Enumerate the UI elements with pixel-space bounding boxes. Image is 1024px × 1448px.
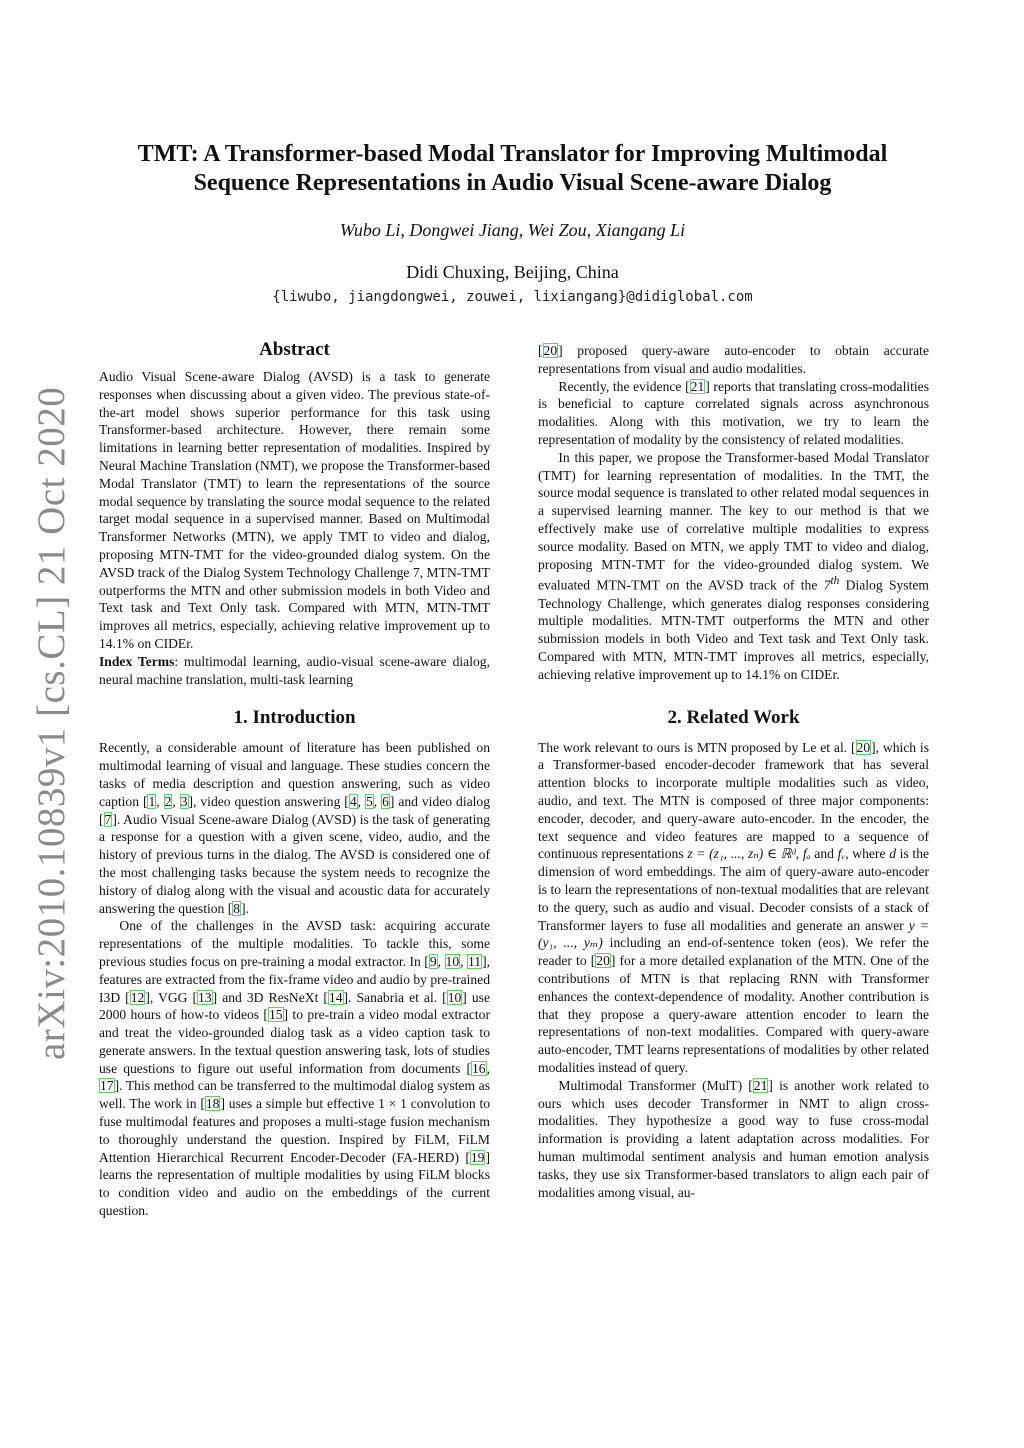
- abstract-body: Audio Visual Scene-aware Dialog (AVSD) is a task to generate responses when discussing about a given video. The previous state-of-the-art model shows superior performance for this task using Transformer-based architecture. However, there remain some limitations in learning better representation of modalities. Inspired by Neural Machine Translation (NMT), we propose the Transformer-based Modal Translator (TMT) to learn the representations of the source modal sequence by translating the source modal sequence to the related target modal sequence in a supervised manner. Based on Multimodal Transformer Networks (MTN), we apply TMT to video and dialog, proposing MTN-TMT for the video-grounded dialog system. On the AVSD track of the Dialog System Technology Challenge 7, MTN-TMT outperforms the MTN and other submission models in both Video and Text task and Text Only task. Compared with MTN, MTN-TMT improves all metrics, especially, achieving relative improvement up to: [99, 369, 490, 634]
- citation-link[interactable]: 7: [104, 811, 112, 827]
- citation-link[interactable]: 5: [365, 793, 373, 809]
- citation-link[interactable]: 12: [130, 989, 145, 1005]
- intro-paragraph-2: One of the challenges in the AVSD task: acquiring accurate representations of the multiple modalities. To tackle this, some previous studies focus on pre-training a modal extractor. In [9, 10, 11], features are extracted from the fix-frame video and audio by pre-trained I3D [12], VGG [13] and 3D ResNeXt [14]. Sanabria et al. [10] use 2000 hours of how-to videos [15] to pre-train a video modal extractor and treat the video-grounded dialog task as a video caption task to generate answers. In the textual question answering task, lots of studies use questions to figure out useful information from documents [16, 17]. This method can be transferred to the multimodal dialog system as well. The work in [18] uses a simple but effective 1 × 1 convolution to fuse multimodal features and proposes a multi-stage fusion mechanism to thoroughly understand the question. Inspired by FiLM, FiLM Attention Hierarchical Recurrent Encoder-Decoder (FA-HERD) [19] learns the representation of multiple modalities by using FiLM blocks to condition video and audio on the embeddings of the current question.: [99, 918, 491, 1219]
- text-run: ] and 3D ResNeXt [: [212, 989, 328, 1005]
- text-run: ], features are extracted from the fix-frame video and audio by pre-trained I3D [: [99, 953, 491, 1005]
- citation-link[interactable]: 13: [198, 989, 212, 1005]
- author-list: Wubo Li, Dongwei Jiang, Wei Zou, Xiangang Li: [339, 220, 686, 240]
- math-inline: fₐ: [802, 846, 811, 862]
- citation-link[interactable]: 6: [382, 793, 389, 809]
- text-run: Multimodal Transformer (MulT) [: [558, 1077, 753, 1093]
- text-run: ], which is a Transformer-based encoder-decoder framework that has several attention blocks to incorporate multiple modalities such as video, audio, and text. The MTN is composed of three major components: encoder, decoder, and query-aware auto-encoder. In the encoder, the text sequence and video features are mapped to a sequence of continuous representations: [538, 739, 930, 862]
- text-run: is the dimension of word embeddings. The aim of query-aware auto-encoder is to learn the representations of non-textual modalities that are relevant to the query, such as audio and visual. Decoder consists of a stack of Transformer layers to fuse all modalities and generate an answer: [538, 846, 930, 933]
- text-run: Dialog System Technology Challenge, which generates dialog responses considering multiple modalities. MTN-TMT outperforms the MTN and other submission models in both Video and Text task and Text Only task. Compared with MTN, MTN-TMT improves all metrics, especially, achieving relative improvement up to: [538, 577, 929, 682]
- math-inline: 1 × 1: [378, 1096, 407, 1112]
- text-run: ] reports that translating cross-modalities is beneficial to capture correlated signals across asynchronous modalities. Along with this motivation, we try to learn the representation of modality by the consistency of related modalities.: [538, 378, 930, 447]
- text-run: ] and video dialog [: [99, 793, 490, 827]
- citation-link[interactable]: 8: [233, 900, 241, 916]
- text-run: ]. Audio Visual Scene-aware Dialog (AVSD) is the task of generating a response for a question with a given scene, video, audio, and the history of previous turns in the dialog. The AVSD is considered one of the most challenging tasks because the system needs to recognize the history of dialog along with the visual and acoustic data for accurately answering the question [: [99, 811, 490, 916]
- citation-link[interactable]: 2: [164, 793, 172, 809]
- text-run: Recently, the evidence [: [558, 378, 690, 394]
- math-inline: 14.1%: [745, 666, 781, 682]
- text-run: ] uses a simple but effective: [220, 1096, 375, 1112]
- text-run: convolution to fuse multimodal features and proposes a multi-stage fusion mechanism to thoroughly understand the question. Inspired by FiLM, FiLM Attention Hierarchical Recurrent Encoder-Decoder (FA-HERD) [: [99, 1096, 491, 1165]
- citation-link[interactable]: 11: [467, 953, 482, 969]
- text-run: ] use 2000 hours of how-to videos [: [99, 989, 490, 1023]
- citation-link[interactable]: 14: [328, 989, 343, 1005]
- math-inline: z = (z₁, ..., zₙ) ∈ ℝᵈ: [687, 846, 796, 862]
- citation-link[interactable]: 17: [100, 1078, 114, 1094]
- math-inline: y = (y₁, ..., yₘ): [538, 917, 929, 951]
- arxiv-identifier-stamp: arXiv:2010.10839v1 [cs.CL] 21 Oct 2020: [30, 386, 73, 1060]
- paper-title: TMT: A Transformer-based Modal Translator for Improving Multimodal Sequence Representations in Audio Visual Scene-aware Dialog: [137, 141, 888, 196]
- text-run: ], video question answering [: [188, 793, 349, 809]
- citation-link[interactable]: 19: [470, 1149, 485, 1165]
- citation-link[interactable]: 20: [856, 739, 871, 755]
- text-run: ]. This method can be transferred to the multimodal dialog system as well. The work in [: [99, 1078, 490, 1112]
- text-run: , where: [845, 846, 886, 862]
- citation-link[interactable]: 10: [447, 989, 462, 1005]
- text-run: ,: [795, 846, 800, 862]
- right-column: [538, 342, 929, 1201]
- text-run: including an end-of-sentence token (eos). We refer the reader to [: [538, 935, 929, 969]
- left-column: [99, 338, 490, 1220]
- abstract-heading: Abstract: [259, 339, 330, 360]
- index-terms: [99, 653, 490, 689]
- citation-link[interactable]: 16: [472, 1060, 486, 1076]
- author-emails: {liwubo, jiangdongwei, zouwei, lixiangang}@didiglobal.com: [272, 289, 753, 305]
- intro-paragraph-1: Recently, a considerable amount of literature has been published on multimodal learning of visual and language. These studies concern the tasks of media description and question answering, such as video caption [1, 2, 3], video question answering [4, 5, 6] and video dialog [7]. Audio Visual Scene-aware Dialog (AVSD) is the task of generating a response for a question with a given scene, video, audio, and the history of previous turns in the dialog. The AVSD is considered one of the most challenging tasks because the system needs to recognize the history of dialog along with the visual and acoustic data for accurately answering the question [8].: [99, 740, 490, 916]
- text-run: ]. Sanabria et al. [: [343, 989, 447, 1005]
- text-run: In this paper, we propose the Transformer-based Modal Translator (TMT) for learning representation of modalities. In the TMT, the source modal sequence is translated to other related modal sequences in a supervised learning manner. The key to our method is that we effectively make use of correlative multiple modalities to express source modality. Based on MTN, we apply TMT to video and dialog, proposing MTN-TMT for the video-grounded dialog system. We evaluated MTN-TMT on the AVSD track of the: [538, 449, 929, 593]
- right-paragraph-2: [538, 378, 929, 449]
- citation-link[interactable]: 1: [148, 793, 156, 809]
- citation-link[interactable]: 9: [429, 953, 437, 969]
- text-run: on CIDEr.: [783, 666, 840, 682]
- text-run: The work relevant to ours is MTN proposed by Le et al. [: [538, 739, 856, 755]
- related-paragraph-1: [538, 739, 929, 1077]
- math-inline: fᵥ: [837, 846, 846, 862]
- related-work-heading: 2. Related Work: [667, 706, 800, 728]
- introduction-heading: 1. Introduction: [233, 707, 356, 729]
- text-run: One of the challenges in the AVSD task: acquiring accurate representations of the multiple modalities. To tackle this, some previous studies focus on pre-training a modal extractor. In [: [99, 918, 490, 969]
- abstract-text: [99, 368, 490, 653]
- math-superscript: th: [830, 575, 840, 588]
- index-terms-text: : multimodal learning, audio-visual scene-aware dialog, neural machine translation, multi-task learning: [99, 653, 490, 687]
- text-run: ] learns the representation of multiple modalities by using FiLM blocks to condition video and audio on the embeddings of the current question.: [99, 1149, 490, 1219]
- text-run: and: [814, 846, 834, 862]
- citation-link[interactable]: 15: [268, 1007, 283, 1023]
- citation-link[interactable]: 20: [543, 343, 558, 358]
- citation-link[interactable]: 4: [349, 793, 357, 809]
- citation-link[interactable]: 18: [205, 1096, 220, 1112]
- right-paragraph-1: [20] proposed query-aware auto-encoder to obtain accurate representations from visual and audio modalities.: [538, 343, 929, 376]
- math-inline: 7: [823, 577, 831, 593]
- text-run: ] for a more detailed explanation of the MTN. One of the contributions of MTN is that replacing RNN with Transformer enhances the context-dependence of modality. Another contribution is that they propose a query-aware attention encoder to learn the representations of non-text modalities. Compared with query-aware auto-encoder, TMT learns representations of modalities by other related modalities instead of query.: [538, 953, 929, 1076]
- abstract-percentage: 14.1%: [99, 635, 135, 651]
- text-run: Recently, a considerable amount of literature has been published on multimodal learning of visual and language. These studies concern the tasks of media description and question answering, such as video caption [: [99, 740, 490, 809]
- related-paragraph-2: [538, 1077, 929, 1202]
- affiliation: Didi Chuxing, Beijing, China: [406, 262, 619, 282]
- citation-link[interactable]: 20: [596, 953, 610, 969]
- index-terms-label: Index Terms: [99, 653, 175, 669]
- text-run: ] to pre-train a video modal extractor and treat the video-grounded dialog task as a video caption task to generate answers. In the textual question answering task, lots of studies use questions to figure out useful information from documents [: [99, 1007, 490, 1076]
- text-run: ] is another work related to ours which uses decoder Transformer in NMT to align cross-modalities. They hypothesize a good way to fuse cross-modal information is providing a latent adaptation across modalities. For human multimodal sentiment analysis and human emotion analysis tasks, they use six Transformer-based translators to align each pair of modalities among visual, au-: [538, 1077, 929, 1200]
- citation-link[interactable]: 10: [445, 953, 460, 969]
- citation-link[interactable]: 21: [690, 378, 705, 394]
- right-paragraph-3: [538, 449, 929, 684]
- citation-link[interactable]: 21: [753, 1077, 768, 1093]
- text-run: ], VGG [: [145, 989, 198, 1005]
- text-run: ].: [241, 900, 249, 916]
- text-run: proposed query-aware auto-encoder to obtain accurate representations from visual and audio modalities.: [538, 343, 929, 376]
- math-inline: d: [889, 846, 896, 862]
- citation-link[interactable]: 3: [180, 793, 188, 809]
- abstract-tail: on CIDEr.: [137, 635, 194, 651]
